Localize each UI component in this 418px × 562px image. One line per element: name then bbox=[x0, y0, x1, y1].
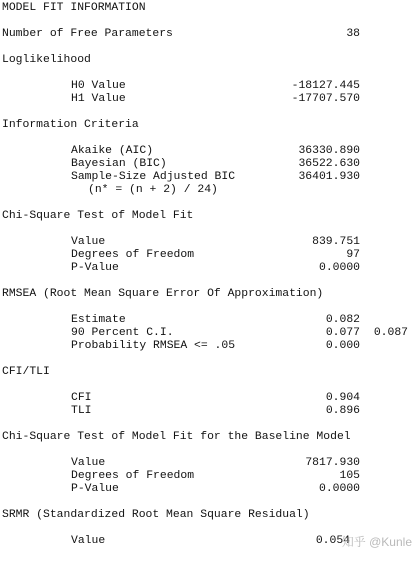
chi-square-value-label: Value bbox=[71, 236, 106, 248]
sabic-label: Sample-Size Adjusted BIC bbox=[71, 171, 236, 183]
free-parameters-label: Number of Free Parameters bbox=[2, 28, 173, 40]
watermark: 知乎 @Kunle bbox=[341, 535, 412, 549]
chi-square-p-label: P-Value bbox=[71, 262, 119, 274]
rmsea-ci-label: 90 Percent C.I. bbox=[71, 327, 174, 339]
baseline-value: 7817.930 bbox=[305, 457, 360, 469]
chi-square-heading: Chi-Square Test of Model Fit bbox=[2, 210, 194, 222]
srmr-heading: SRMR (Standardized Root Mean Square Residual) bbox=[2, 509, 310, 521]
information-criteria-heading: Information Criteria bbox=[2, 119, 139, 131]
section-title: MODEL FIT INFORMATION bbox=[2, 2, 146, 14]
rmsea-ci-lower: 0.077 bbox=[325, 327, 360, 339]
chi-square-df-value: 97 bbox=[346, 249, 360, 261]
rmsea-prob-label: Probability RMSEA <= .05 bbox=[71, 340, 236, 352]
rmsea-ci-upper: 0.087 bbox=[373, 327, 408, 339]
aic-value: 36330.890 bbox=[298, 145, 360, 157]
rmsea-estimate-label: Estimate bbox=[71, 314, 126, 326]
h1-label: H1 Value bbox=[71, 93, 126, 105]
baseline-heading: Chi-Square Test of Model Fit for the Baseline Model bbox=[2, 431, 351, 443]
rmsea-heading: RMSEA (Root Mean Square Error Of Approximation) bbox=[2, 288, 324, 300]
baseline-p-value: 0.0000 bbox=[318, 483, 360, 495]
h0-label: H0 Value bbox=[71, 80, 126, 92]
loglikelihood-heading: Loglikelihood bbox=[2, 54, 91, 66]
bic-value: 36522.630 bbox=[298, 158, 360, 170]
cfi-tli-heading: CFI/TLI bbox=[2, 366, 50, 378]
sabic-formula: (n* = (n + 2) / 24) bbox=[88, 184, 218, 196]
chi-square-df-label: Degrees of Freedom bbox=[71, 249, 195, 261]
rmsea-prob-value: 0.000 bbox=[325, 340, 360, 352]
srmr-value-label: Value bbox=[71, 535, 106, 547]
cfi-label: CFI bbox=[71, 392, 92, 404]
baseline-df-label: Degrees of Freedom bbox=[71, 470, 195, 482]
chi-square-value: 839.751 bbox=[312, 236, 360, 248]
cfi-value: 0.904 bbox=[325, 392, 360, 404]
free-parameters-value: 38 bbox=[346, 28, 360, 40]
h1-value: -17707.570 bbox=[291, 93, 360, 105]
baseline-df-value: 105 bbox=[339, 470, 360, 482]
tli-value: 0.896 bbox=[325, 405, 360, 417]
rmsea-estimate-value: 0.082 bbox=[325, 314, 360, 326]
chi-square-p-value: 0.0000 bbox=[318, 262, 360, 274]
sabic-value: 36401.930 bbox=[298, 171, 360, 183]
baseline-value-label: Value bbox=[71, 457, 106, 469]
baseline-p-label: P-Value bbox=[71, 483, 119, 495]
srmr-value: 0.054 bbox=[315, 535, 350, 547]
tli-label: TLI bbox=[71, 405, 92, 417]
aic-label: Akaike (AIC) bbox=[71, 145, 154, 157]
h0-value: -18127.445 bbox=[291, 80, 360, 92]
bic-label: Bayesian (BIC) bbox=[71, 158, 167, 170]
